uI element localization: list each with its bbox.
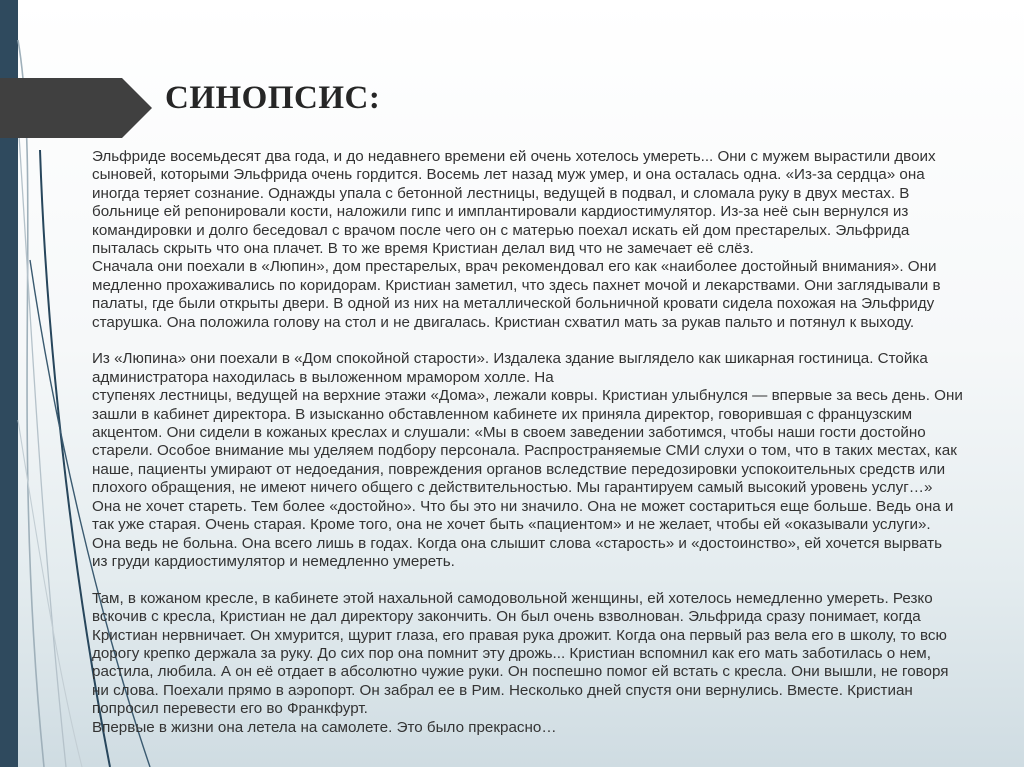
text-line: администратора находилась в выложенном мрамором холле. На — [92, 368, 554, 386]
text-line: медленно прохаживались по коридорам. Кристиан заметил, что здесь пахнет мочой и лекарствами. Они заглядывали в — [92, 276, 941, 294]
text-line: ступенях лестницы, ведущей на верхние этажи «Дома», лежали ковры. Кристиан улыбнулся — впервые за весь день. Они — [92, 387, 963, 405]
text-line: палаты, где были открыты двери. В одной из них на металлической больничной кровати сидела похожая на Эльфриду — [92, 295, 935, 313]
text-line: командировки и долго беседовал с врачом после чего он с матерью поехал искать ей дом престарелых. Эльфрида — [92, 221, 910, 239]
title-banner-arrow — [0, 78, 152, 138]
text-line: Из «Люпина» они поехали в «Дом спокойной старости». Издалека здание выглядело как шикарная гостиница. Стойка — [92, 350, 928, 368]
text-line: вскочив с кресла, Кристиан не дал директору закончить. Он был очень взволнован. Эльфрида сразу понимает, когда — [92, 608, 921, 626]
text-line: пыталась скрыть что она плачет. В то же время Кристиан делал вид что не замечает её слёз. — [92, 240, 754, 258]
text-line: из груди кардиостимулятор и немедленно умереть. — [92, 552, 455, 570]
text-line: Эльфриде восемьдесят два года, и до недавнего времени ей очень хотелось умереть... Они с мужем вырастили двоих — [92, 148, 936, 165]
text-line: зашли в кабинет директора. В изысканно обставленном кабинете их приняла директор, говорившая с французским — [92, 405, 913, 423]
text-line: акцентом. Они сидели в кожаных креслах и слушали: «Мы в своем заведении заботимся, чтобы наши гости достойно — [92, 424, 926, 442]
text-line: сыновей, которыми Эльфрида очень гордится. Восемь лет назад муж умер, и она осталась одна. «Из-за сердца» она — [92, 166, 925, 184]
slide-title: СИНОПСИС: — [165, 80, 381, 116]
text-line: Впервые в жизни она летела на самолете. Это было прекрасно… — [92, 718, 557, 736]
text-line: наше, пациенты умирают от недоедания, повреждения органов вследствие передозировки успокоительных средств или — [92, 460, 946, 478]
text-line: дорогу крепко держала за руку. До сих пор она помнит эту дрожь... Кристиан вспомнил как его мать заботилась о нем, — [92, 644, 931, 662]
text-line: растила, любила. А он её отдает в абсолютно чужие руки. Он поспешно помог ей встать с кресла. Они вышли, не говоря — [92, 663, 949, 681]
text-line: Сначала они поехали в «Люпин», дом престарелых, врач рекомендовал его как «наиболее достойный внимания». Они — [92, 258, 937, 276]
paragraph-gap — [92, 332, 1004, 350]
text-line: попросил перевести его во Франкфурт. — [92, 700, 368, 718]
text-line: Она не хочет стареть. Тем более «достойно». Что бы это ни значило. Она не может состариться еще больше. Ведь она и — [92, 497, 954, 515]
text-line: Там, в кожаном кресле, в кабинете этой нахальной самодовольной женщины, ей хотелось немедленно умереть. Резко — [92, 589, 933, 607]
text-line: больнице ей репонировали кости, наложили гипс и имплантировали кардиостимулятор. Из-за неё сын вернулся из — [92, 203, 909, 221]
text-line: ни слова. Поехали прямо в аэропорт. Он забрал ее в Рим. Несколько дней спустя они вернулись. Вместе. Кристиан — [92, 681, 913, 699]
text-line: плохого обращения, не имеют ничего общего с действительностью. Мы гарантируем самый высокий уровень услуг…» — [92, 479, 933, 497]
synopsis-text — [92, 148, 1004, 737]
text-line: Она ведь не больна. Она всего лишь в годах. Когда она слышит слова «старость» и «достоинство», ей хочется вырвать — [92, 534, 942, 552]
text-line: старушка. Она положила голову на стол и не двигалась. Кристиан схватил мать за рукав пальто и потянул к выходу. — [92, 313, 915, 331]
text-line: иногда теряет сознание. Однажды упала с бетонной лестницы, ведущей в подвал, и сломала руку в двух местах. В — [92, 184, 910, 202]
text-line: старели. Особое внимание мы уделяем подбору персонала. Распространяемые СМИ слухи о том, что в таких местах, как — [92, 442, 957, 460]
text-line: Кристиан нервничает. Он хмурится, щурит глаза, его правая рука дрожит. Когда она первый раз вела его в школу, то всю — [92, 626, 947, 644]
paragraph-gap — [92, 571, 1004, 589]
text-line: так уже старая. Очень старая. Кроме того, она не хочет быть «пациентом» и не желает, чтобы ей «оказывали услуги». — [92, 516, 931, 534]
